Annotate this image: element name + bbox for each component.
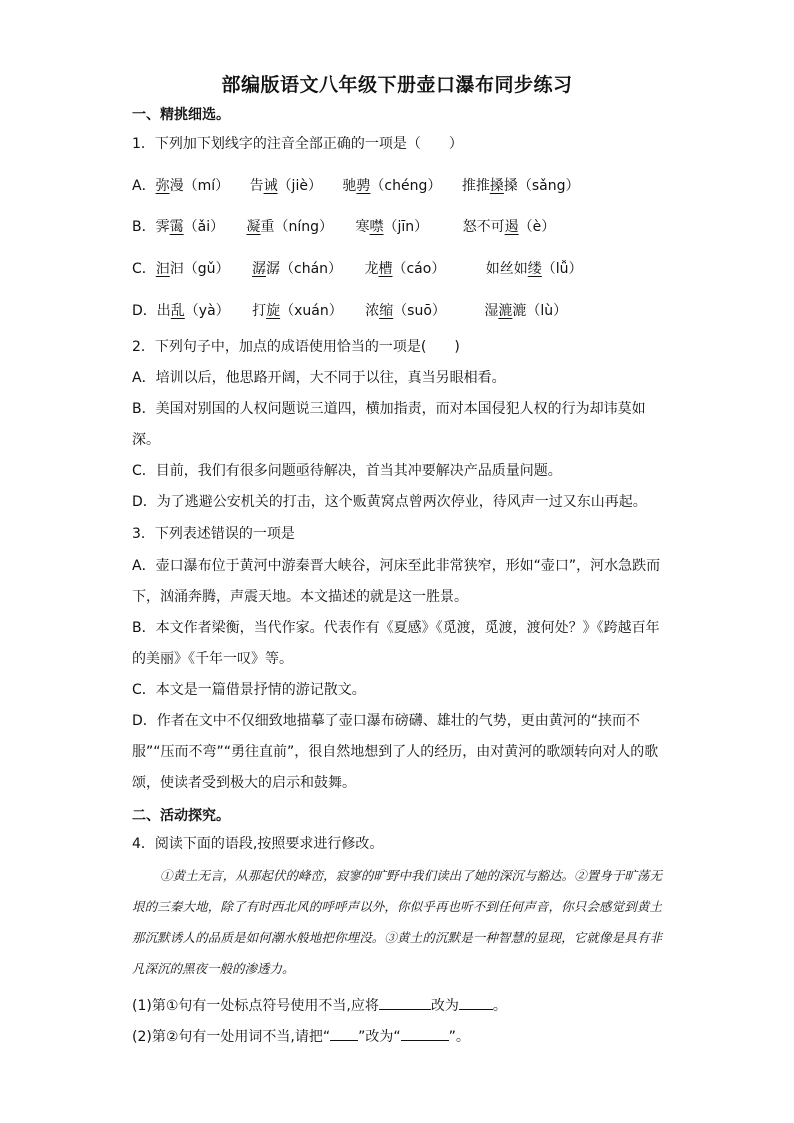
q1-option-a: A．弥漫（mí） 告诫（jiè） 驰骋（chéng） 推推搡搡（sǎng） — [132, 178, 580, 194]
question-4-stem: 4．阅读下面的语段,按照要求进行修改。 — [132, 836, 384, 852]
question-2-stem: 2．下列句子中，加点的成语使用恰当的一项是( ) — [132, 339, 460, 355]
reading-passage: ①黄土无言，从那起伏的峰峦，寂寥的旷野中我们读出了她的深沉与豁达。②置身于旷荡无垠的三秦大地，除了有时西北风的呼呼声以外，你似乎再也听不到任何声音，你只会感觉到黄土那沉默诱人的品质是如何潮水般地把你埋没。③黄土的沉默是一种智慧的显现，它就像是具有非凡深沉的黑夜一般的渗透力。 — [132, 868, 662, 976]
question-3-stem: 3．下列表述错误的一项是 — [132, 526, 295, 542]
section-heading-1: 一、精挑细选。 — [132, 107, 230, 123]
q4-subquestion-1: (1)第①句有一处标点符号使用不当,应将 改为 。 — [132, 995, 507, 1016]
q2-option-d: D．为了逃避公安机关的打击，这个贩黄窝点曾两次停业，待风声一过又东山再起。 — [132, 494, 647, 510]
q3-option-b-line1: B．本文作者梁衡，当代作家。代表作有《夏感》《觅渡，觅渡，渡何处？》《跨越百年 — [132, 620, 660, 636]
page-title: 部编版语文八年级下册壶口瀑布同步练习 — [221, 74, 573, 96]
q4-subquestion-2: (2)第②句有一处用词不当,请把“ ”改为“ ”。 — [132, 1026, 470, 1047]
q2-option-b-line2: 深。 — [132, 432, 160, 448]
q1-option-d: D．出乱（yà） 打旋（xuán） 浓缩（suō） 湿漉漉（lù） — [132, 303, 568, 319]
section-heading-2: 二、活动探究。 — [132, 808, 230, 824]
q3-option-a-line2: 下，汹涌奔腾，声震天地。本文描述的就是这一胜景。 — [132, 589, 468, 605]
q2-option-a: A．培训以后，他思路开阔，大不同于以往，真当另眼相看。 — [132, 370, 506, 386]
q3-option-a-line1: A．壶口瀑布位于黄河中游秦晋大峡谷，河床至此非常狭窄，形如“壶口”，河水急跌而 — [132, 558, 661, 574]
q2-option-c: C．目前，我们有很多问题亟待解决，首当其冲要解决产品质量问题。 — [132, 463, 562, 479]
answer-blank-1[interactable] — [379, 995, 431, 1010]
q1-option-c: C．汩汩（gǔ） 潺潺（chán） 龙槽（cáo） 如丝如缕（lǚ） — [132, 261, 583, 277]
q3-option-d-line3: 颂，使读者受到极大的启示和鼓舞。 — [132, 775, 356, 791]
answer-blank-3[interactable] — [330, 1026, 358, 1041]
q3-option-d-line2: 服”“压而不弯”“勇往直前”，很自然地想到了人的经历，由对黄河的歌颂转向对人的歌 — [132, 744, 659, 760]
q3-option-c: C．本文是一篇借景抒情的游记散文。 — [132, 682, 366, 698]
q3-option-d-line1: D．作者在文中不仅细致地描摹了壶口瀑布磅礴、雄壮的气势，更由黄河的“挟而不 — [132, 713, 641, 729]
answer-blank-2[interactable] — [459, 995, 493, 1010]
q3-option-b-line2: 的美丽》《千年一叹》等。 — [132, 651, 293, 667]
q1-option-b: B．霁霭（ǎi） 凝重（níng） 寒噤（jīn） 怒不可遏（è） — [132, 219, 556, 235]
question-1-stem: 1．下列加下划线字的注音全部正确的一项是（ ） — [132, 136, 463, 152]
q2-option-b-line1: B．美国对别国的人权问题说三道四，横加指责，而对本国侵犯人权的行为却讳莫如 — [132, 401, 646, 417]
answer-blank-4[interactable] — [401, 1026, 449, 1041]
